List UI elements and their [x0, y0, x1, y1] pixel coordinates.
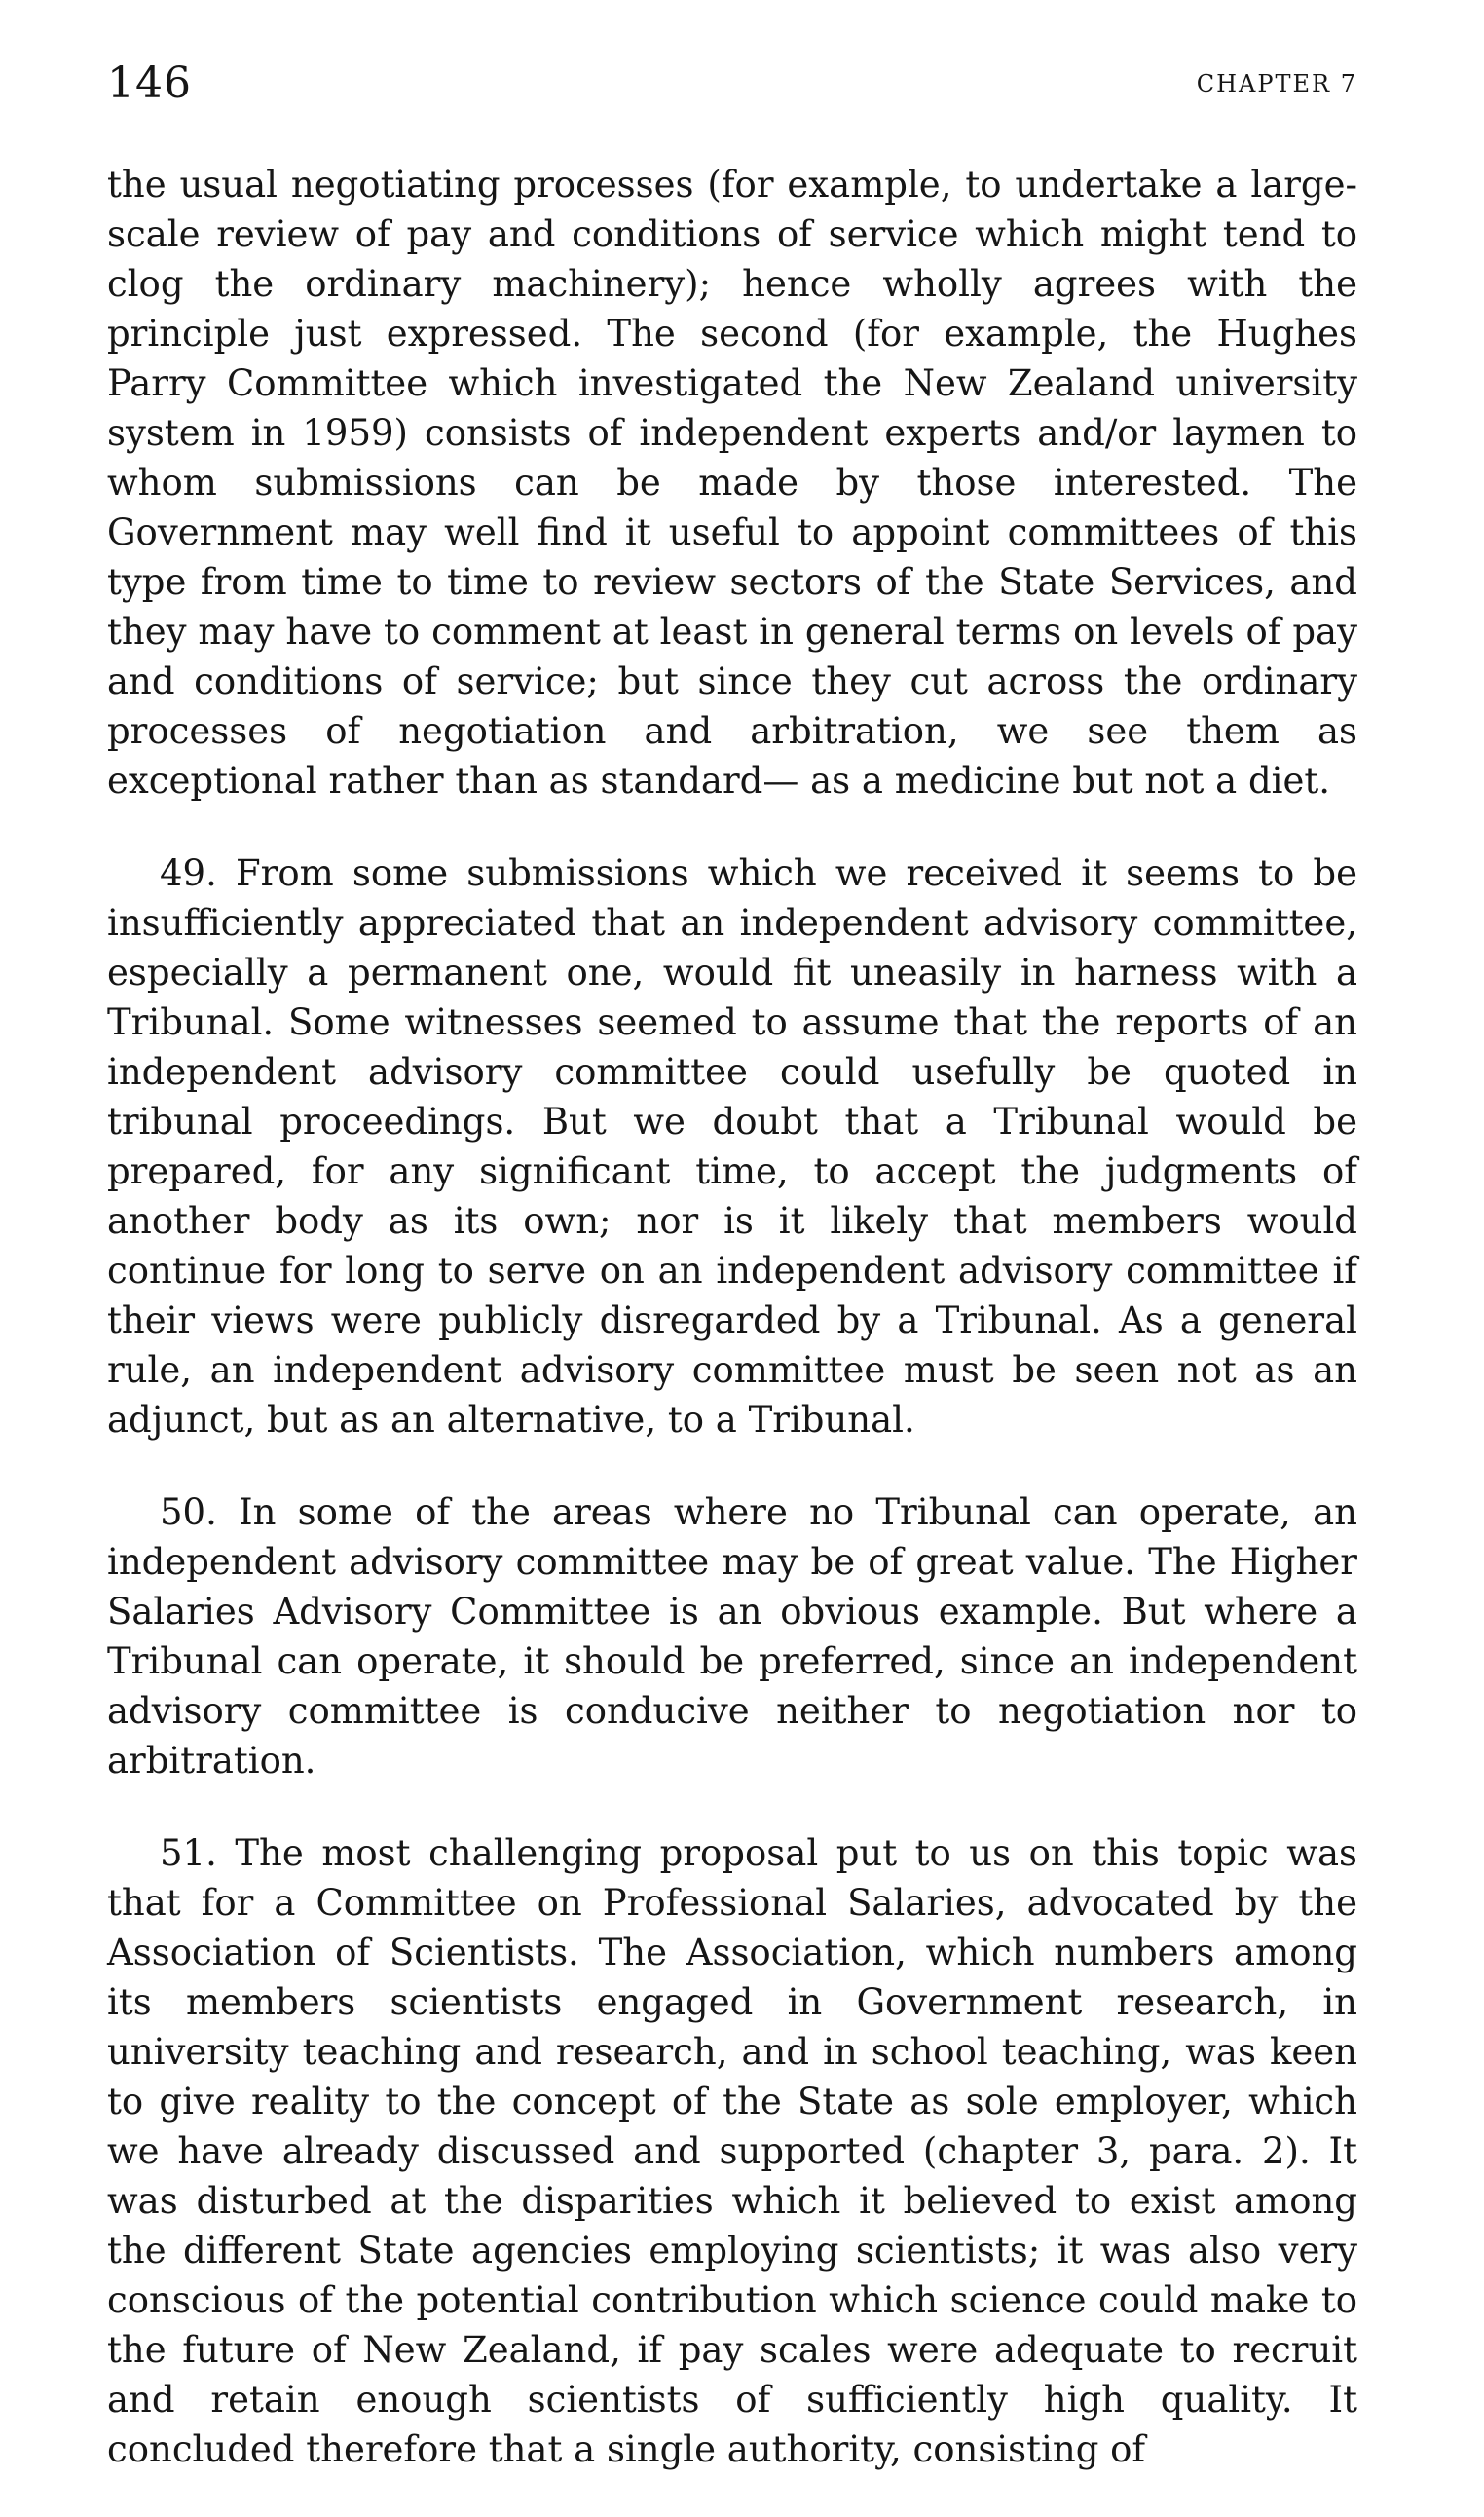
- document-page: [107, 55, 1357, 2517]
- chapter-label: CHAPTER 7: [1196, 70, 1357, 97]
- paragraph-continuation: the usual negotiating processes (for example, to undertake a large-scale review of pay and conditions of service which might tend to clog the ordinary machinery); hence wholly agrees with the principle just expressed. The second (for example, the Hughes Parry Committee which investigated the New Zealand university system in 1959) consists of independent experts and/or laymen to whom submissions can be made by those interested. The Government may well find it useful to appoint committees of this type from time to time to review sectors of the State Services, and they may have to comment at least in general terms on levels of pay and conditions of service; but since they cut across the ordinary processes of negotiation and arbitration, we see them as exceptional rather than as standard— as a medicine but not a diet.: [107, 164, 1357, 802]
- paragraph-51: 51. The most challenging proposal put to us on this topic was that for a Committee on Professional Salaries, advocated by the Association of Scientists. The Association, which numbers among its members scientists engaged in Government research, in university teaching and research, and in school teaching, was keen to give reality to the concept of the State as sole employer, which we have already discussed and supported (chapter 3, para. 2). It was disturbed at the disparities which it believed to exist among the different State agencies employing scientists; it was also very conscious of the potential contribution which science could make to the future of New Zealand, if pay scales were adequate to recruit and retain enough scientists of sufficiently high quality. It concluded therefore that a single authority, consisting of: [107, 1832, 1357, 2470]
- page-header: [107, 55, 1357, 113]
- paragraph-50: 50. In some of the areas where no Tribunal can operate, an independent advisory committee may be of great value. The Higher Salaries Advisory Committee is an obvious example. But where a Tribunal can operate, it should be preferred, since an independent advisory committee is conducive neither to negotiation nor to arbitration.: [107, 1491, 1357, 1782]
- body-text: [107, 160, 1357, 2474]
- page-number: 146: [107, 58, 192, 108]
- paragraph-49: 49. From some submissions which we received it seems to be insufficiently appreciated that an independent advisory committee, especially a permanent one, would fit uneasily in harness with a Tribunal. Some witnesses seemed to assume that the reports of an independent advisory committee could usefully be quoted in tribunal proceedings. But we doubt that a Tribunal would be prepared, for any significant time, to accept the judgments of another body as its own; nor is it likely that members would continue for long to serve on an independent advisory committee if their views were publicly disregarded by a Tribunal. As a general rule, an independent advisory committee must be seen not as an adjunct, but as an alternative, to a Tribunal.: [107, 852, 1357, 1441]
